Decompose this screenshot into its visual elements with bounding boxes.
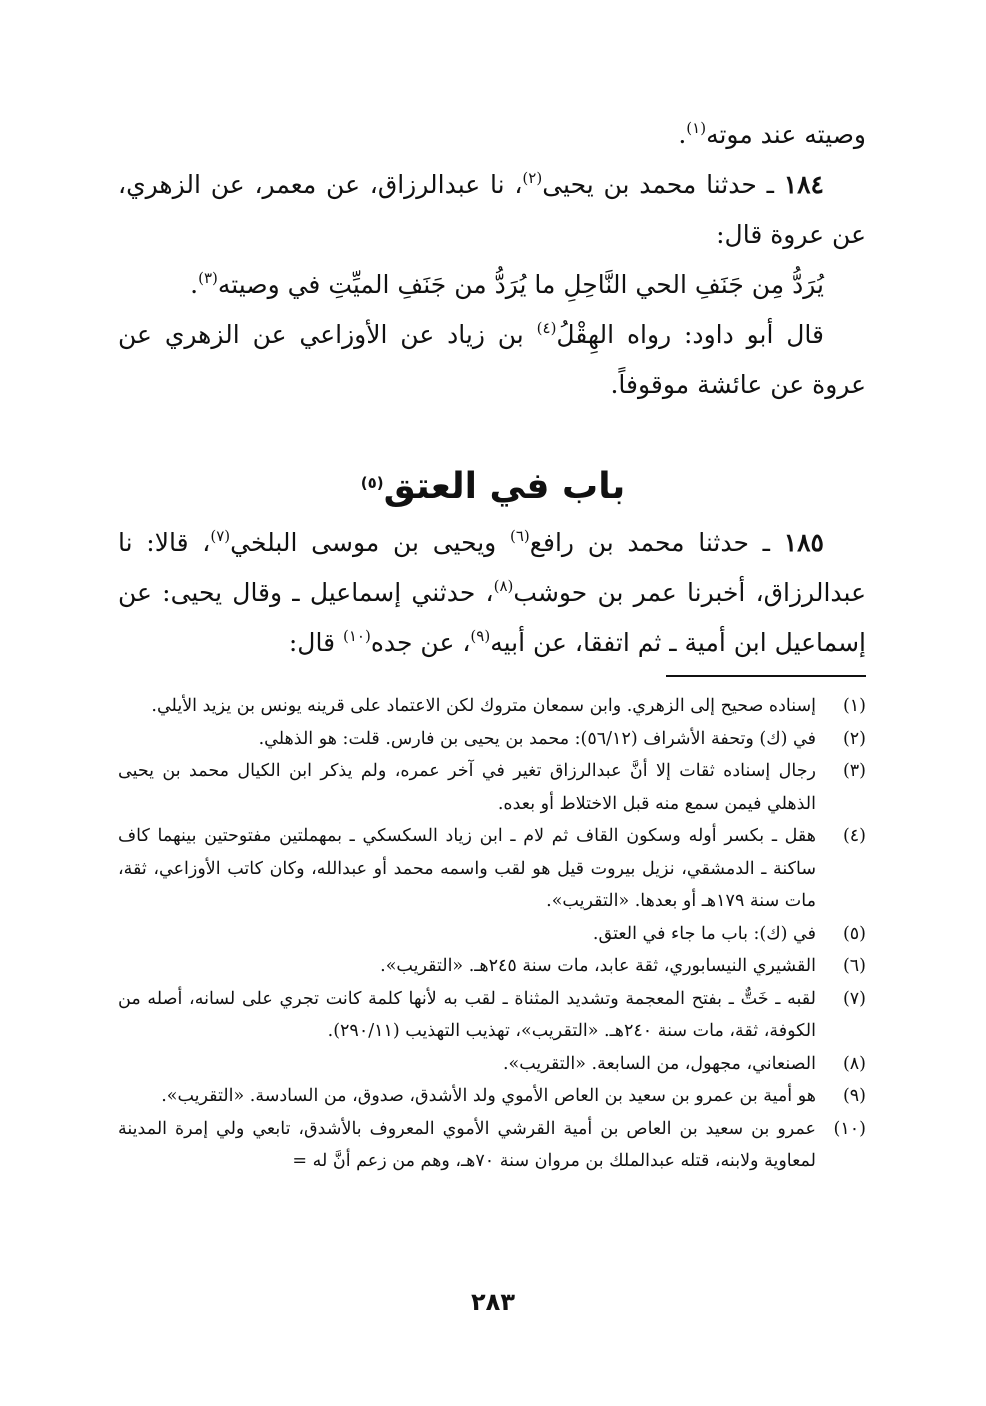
footnote-number: (٣) [842,761,866,781]
footnote-item [118,820,866,918]
footnote-text: إسناده صحيح إلى الزهري. وابن سمعان متروك لكن الاعتماد على قرينه يونس بن يزيد الأيلي. [151,696,816,716]
paragraph-continuation: وصيته عند موته$^{(١)}$. [678,119,866,149]
footnote-item [118,723,866,756]
footnote-text: هو أمية بن عمرو بن سعيد بن العاص الأموي ولد الأشدق، صدوق، من السادسة. «التقريب». [161,1086,816,1106]
footnote-number: (١) [842,696,866,716]
footnote-number: (٩) [842,1086,866,1106]
footnote-ref: (٧) [210,527,231,545]
footnote-item [118,690,866,723]
footnote-number: (٤) [842,826,866,846]
hadith-text: يُرَدُّ مِن جَنَفِ الحي النَّاحِلِ ما يُرَدُّ من جَنَفِ الميِّتِ في وصيته$^{(٣)}$. [190,269,824,299]
main-text-top [118,110,866,410]
footnote-text: في (ك) وتحفة الأشراف (٥٦/١٢): محمد بن يحيى بن فارس. قلت: هو الذهلي. [258,728,816,749]
footnote-ref: (٢) [522,169,543,187]
footnote-ref: (٩) [470,627,491,645]
footnote-item [118,918,866,951]
footnote-item [118,1080,866,1113]
footnote-text: هقل ـ بكسر أوله وسكون القاف ثم لام ـ ابن زياد السكسكي ـ بمهملتين مفتوحتين بينهما كاف ساكنة ـ الدمشقي، نزيل بيروت قيل هو لقب واسمه محمد أو عبدالله، وكان كاتب الأوزاعي، ثقة، مات سنة ١٧٩هـ أو بعدها. «التقريب». [118,826,816,911]
abu-dawud-note: قال أبو داود: رواه الهِقْلُ$^{(٤)}$ بن زياد عن الأوزاعي عن الزهري عن عروة عن عائشة موقوفاً. [118,319,866,399]
hadith-185: ١٨٥ ـ حدثنا محمد بن رافع$^{(٦)}$ ويحيى بن موسى البلخي$^{(٧)}$، قالا: نا عبدالرزاق، أخبرنا عمر بن حوشب$^{(٨)}$، حدثني إسماعيل ـ وقال يحيى: عن إسماعيل ابن أمية ـ ثم اتفقا، عن أبيه$^{(٩)}$، عن جده$^{(١٠)}$ قال: [118,527,867,657]
footnote-number: (٨) [842,1053,866,1074]
footnote-item [118,1113,866,1178]
footnote-text: رجال إسناده ثقات إلا أنَّ عبدالرزاق تغير في آخر عمره، ولم يذكر ابن الكيال محمد بن يحيى الذهلي فيمن سمع منه قبل الاختلاط أو بعده. [118,761,816,814]
footnote-item [118,950,866,983]
footnote-number: (٥) [842,923,866,944]
footnote-number: (٦) [842,956,866,976]
footnote-ref: (٥) [360,474,384,492]
footnote-text: الصنعاني، مجهول، من السابعة. «التقريب». [502,1053,816,1074]
hadith-number: ١٨٤ [783,170,824,199]
footnotes [118,690,866,1178]
page-number: ٢٨٣ [471,1288,515,1316]
footnote-ref: (١) [686,119,707,137]
footnote-separator [666,675,866,677]
chapter-heading: باب في العتق$^{(٥)}$ [360,466,626,507]
footnote-item [118,755,866,820]
hadith-number: ١٨٥ [783,528,824,557]
footnote-number: (٧) [842,988,866,1009]
footnote-ref: (٨) [493,577,514,595]
hadith-184: ١٨٤ ـ حدثنا محمد بن يحيى$^{(٢)}$، نا عبدالرزاق، عن معمر، عن الزهري، عن عروة قال: [118,169,866,249]
footnote-item [118,983,866,1048]
footnote-item [118,1048,866,1081]
footnote-text: لقبه ـ خَتٌّ ـ بفتح المعجمة وتشديد المثناة ـ لقب به لأنها كلمة كانت تجري على لسانه، أصله من الكوفة، ثقة، مات سنة ٢٤٠هـ. «التقريب»، تهذيب التهذيب (٢٩٠/١١). [118,988,816,1041]
footnote-number: (١٠) [833,1118,866,1139]
footnote-ref: (١٠) [342,627,371,645]
footnote-number: (٢) [842,728,866,749]
footnote-ref: (٦) [509,527,530,545]
main-text-bottom [118,518,866,668]
footnote-text: في (ك): باب ما جاء في العتق. [592,923,816,944]
footnote-ref: (٣) [198,269,218,287]
footnote-text: القشيري النيسابوري، ثقة عابد، مات سنة ٢٤٥هـ. «التقريب». [380,956,816,976]
footnote-text: عمرو بن سعيد بن العاص بن أمية القرشي الأموي المعروف بالأشدق، تابعي ولي إمرة المدينة لمعاوية ولابنه، قتله عبدالملك بن مروان سنة ٧٠هـ، وهم من زعم أنَّ له = [118,1118,816,1171]
footnote-ref: (٤) [536,319,557,337]
